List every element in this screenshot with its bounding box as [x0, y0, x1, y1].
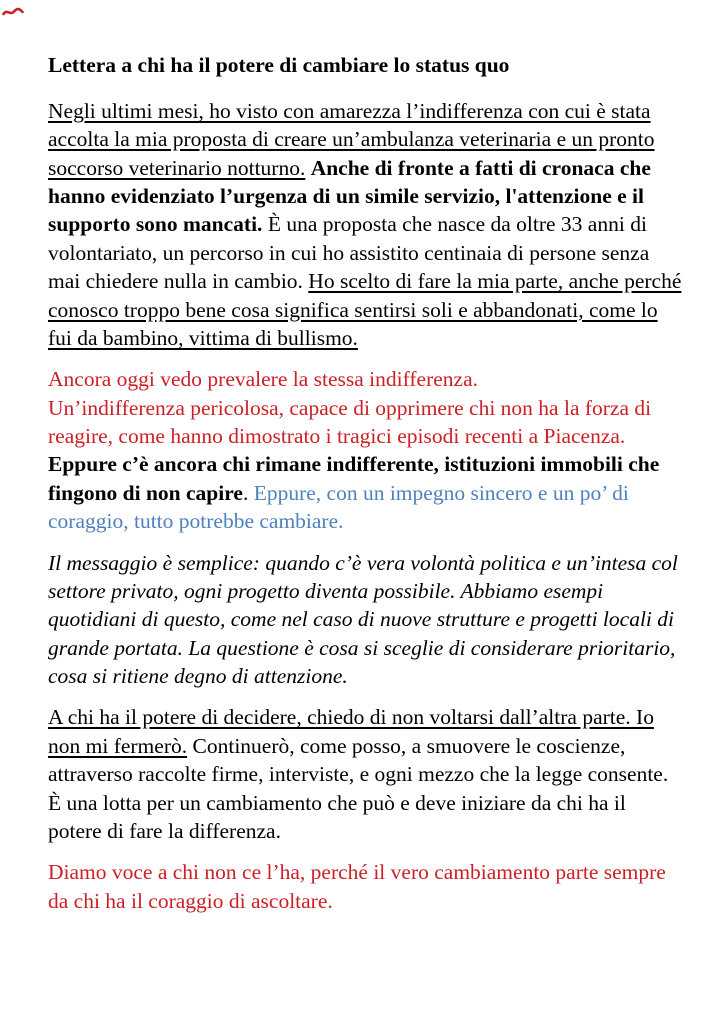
- text-run: Continuerò, come posso, a smuovere le coscienze, attraverso raccolte firme, interviste, e ogni mezzo che la legge consente. È una lotta per un cambiamento che può e deve iniziare da chi ha il potere di fare la differenza.: [48, 733, 669, 843]
- text-run: Negli ultimi mesi, ho visto con amarezza l’indifferenza con cui è stata accolta la mia proposta di creare un’ambulanza veterinaria e un pronto soccorso veterinario notturno.: [48, 98, 655, 180]
- letter-body: [48, 97, 682, 915]
- text-run: Un’indifferenza pericolosa, capace di opprimere chi non ha la forza di reagire, come hanno dimostrato i tragici episodi recenti a Piacenza.: [48, 395, 652, 449]
- text-run: Il messaggio è semplice: quando c’è vera volontà politica e un’intesa col settore privato, ogni progetto diventa possibile. Abbiamo esempi quotidiani di questo, come nel caso di nuove strutture e progetti locali di grande portata. La questione è cosa si sceglie di considerare prioritario, cosa si ritiene degno di attenzione.: [48, 550, 678, 689]
- paragraph: [48, 97, 682, 352]
- paragraph: [48, 703, 682, 845]
- text-run: A chi ha il potere di decidere, chiedo di non voltarsi dall’altra parte. Io non mi fermerò.: [48, 705, 654, 758]
- text-run: .: [242, 480, 254, 505]
- paragraph: [48, 858, 682, 915]
- red-scribble-path: [4, 9, 23, 14]
- text-run: Eppure, con un impegno sincero e un po’ di coraggio, tutto potrebbe cambiare.: [48, 480, 629, 534]
- red-scribble-icon: [2, 5, 24, 19]
- text-run: Diamo voce a chi non ce l’ha, perché il vero cambiamento parte sempre da chi ha il coraggio di ascoltare.: [48, 860, 666, 913]
- text-run: È una proposta che nasce da oltre 33 anni di volontariato, un percorso in cui ho assistito centinaia di persone senza mai chiedere nulla in cambio.: [48, 212, 650, 294]
- text-run: Anche di fronte a fatti di cronaca che hanno evidenziato l’urgenza di un simile servizio, l'attenzione e il supporto sono mancati.: [48, 155, 651, 237]
- text-run: Ancora oggi vedo prevalere la stessa indifferenza.: [48, 367, 479, 392]
- letter-title: Lettera a chi ha il potere di cambiare lo status quo: [48, 53, 510, 77]
- text-run: Ho scelto di fare la mia parte, anche perché conosco troppo bene cosa significa sentirsi soli e abbandonati, come lo fui da bambino, vittima di bullismo.: [48, 269, 682, 350]
- text-run: Eppure c’è ancora chi rimane indifferente, istituzioni immobili che fingono di non capire: [48, 452, 660, 505]
- letter-content: [48, 52, 682, 928]
- paragraph: [48, 365, 682, 535]
- paragraph: [48, 549, 682, 691]
